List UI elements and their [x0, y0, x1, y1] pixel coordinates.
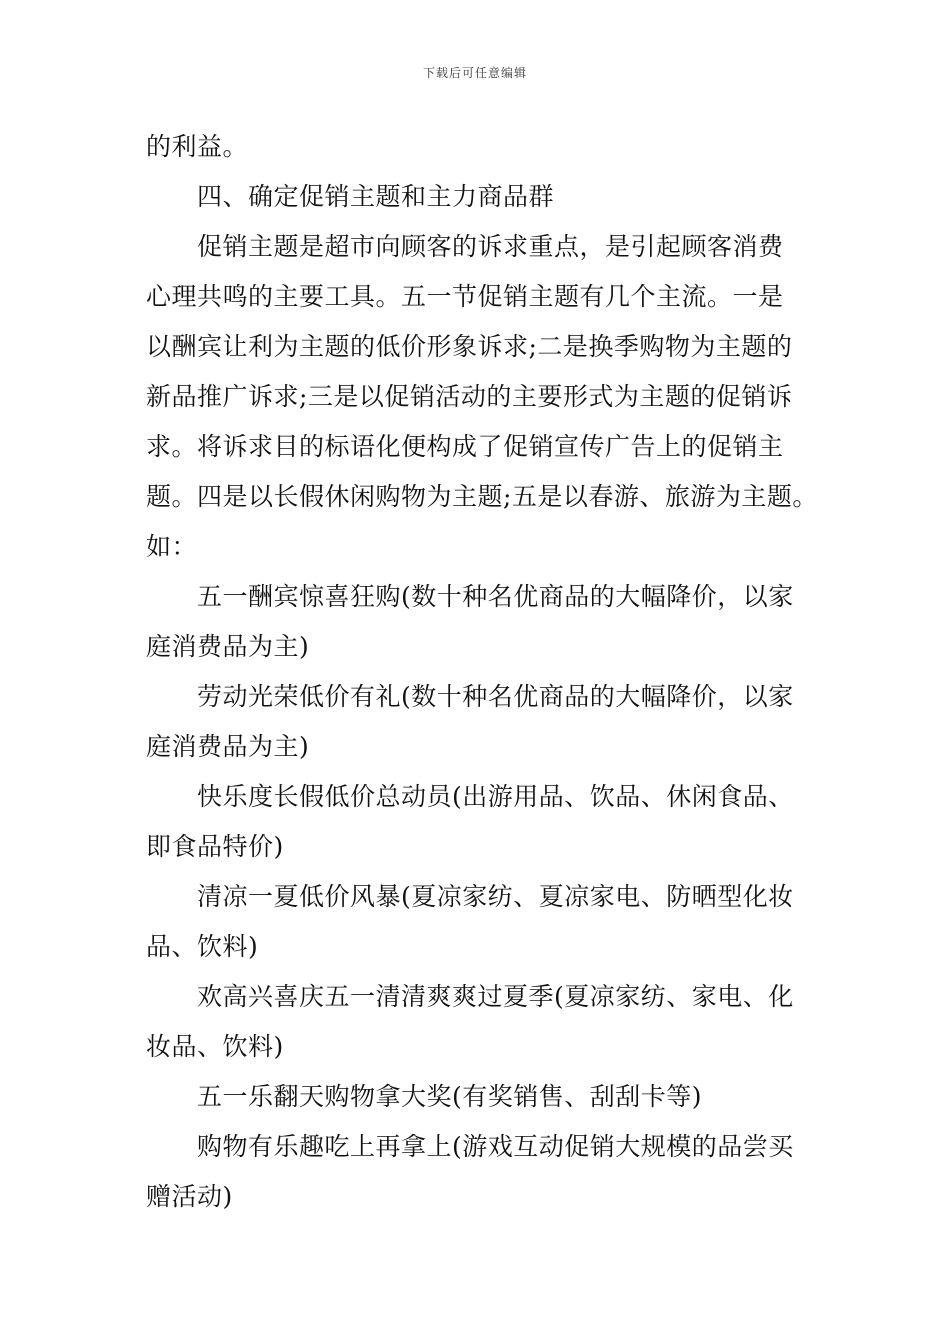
- document-body: [146, 122, 826, 1222]
- list-item: 清凉一夏低价风暴(夏凉家纺、夏凉家电、防晒型化妆: [197, 882, 794, 911]
- list-item-continuation: 品、饮料): [146, 932, 259, 961]
- paragraph-line: 新品推广诉求;三是以促销活动的主要形式为主题的促销诉: [146, 382, 793, 411]
- list-item: 欢高兴喜庆五一清清爽爽过夏季(夏凉家纺、家电、化: [197, 982, 794, 1011]
- paragraph-line: 求。将诉求目的标语化便构成了促销宣传广告上的促销主: [146, 432, 784, 461]
- list-item: 快乐度长假低价总动员(出游用品、饮品、休闲食品、: [197, 782, 794, 811]
- list-item-continuation: 庭消费品为主): [146, 732, 310, 761]
- list-item-continuation: 赠活动): [146, 1182, 233, 1211]
- list-item: 五一乐翻天购物拿大奖(有奖销售、刮刮卡等): [197, 1082, 703, 1111]
- paragraph-line: 心理共鸣的主要工具。五一节促销主题有几个主流。一是: [146, 282, 784, 311]
- paragraph-line: 促销主题是超市向顾客的诉求重点，是引起顾客消费: [197, 232, 784, 261]
- paragraph-line: 以酬宾让利为主题的低价形象诉求;二是换季购物为主题的: [146, 332, 793, 361]
- paragraph-line: 的利益。: [146, 132, 249, 161]
- paragraph-line: 如：: [146, 532, 198, 561]
- page-header: 下载后可任意编辑: [422, 66, 527, 80]
- list-item: 五一酬宾惊喜狂购(数十种名优商品的大幅降价，以家: [197, 582, 794, 611]
- section-heading: 四、确定促销主题和主力商品群: [197, 182, 555, 211]
- list-item: 购物有乐趣吃上再拿上(游戏互动促销大规模的品尝买: [197, 1132, 794, 1161]
- paragraph-line: 题。四是以长假休闲购物为主题;五是以春游、旅游为主题。: [146, 482, 818, 511]
- list-item-continuation: 即食品特价): [146, 832, 284, 861]
- list-item-continuation: 庭消费品为主): [146, 632, 310, 661]
- list-item-continuation: 妆品、饮料): [146, 1032, 284, 1061]
- list-item: 劳动光荣低价有礼(数十种名优商品的大幅降价，以家: [197, 682, 794, 711]
